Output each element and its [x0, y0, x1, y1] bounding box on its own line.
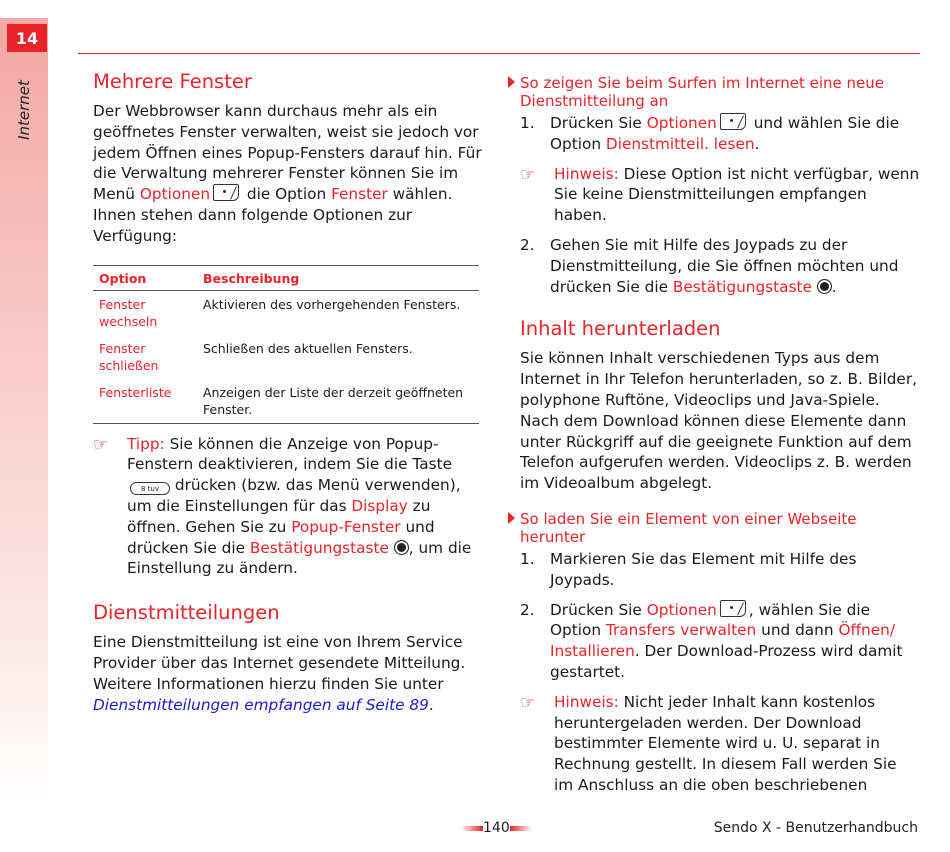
- table-row: [93, 379, 479, 424]
- step-item: 2. Drücken Sie Optionen , wählen Sie die Option Transfers verwalten und dann Öffnen/ Installieren. Der Download-Prozess wird damit gestartet.: [520, 600, 903, 681]
- table-header: Option: [93, 265, 197, 290]
- pointing-hand-icon: ☞: [520, 164, 536, 185]
- right-column: [520, 74, 920, 796]
- cross-reference-link[interactable]: Dienstmitteilungen empfangen auf Seite 89: [93, 695, 429, 714]
- confirm-key-icon: [394, 540, 409, 555]
- tip-note: ☞ Tipp: Sie können die Anzeige von Popup-Fenstern deaktivieren, indem Sie die Taste 8 tuv drücken (bzw. das Menü verwenden), um die Einstellungen für das Display zu öffnen. Gehen Sie zu Popup-Fenster und drücken Sie die Bestätigungstaste , um die Einstellung zu ändern.: [93, 434, 472, 578]
- procedure-title: So zeigen Sie beim Surfen im Internet eine neue Dienstmitteilung an: [520, 74, 920, 110]
- table-row: [93, 290, 479, 335]
- pointing-hand-icon: ☞: [93, 434, 109, 455]
- procedure-title: So laden Sie ein Element von einer Webseite herunter: [520, 510, 920, 546]
- table-cell-option: Fenster wechseln: [99, 296, 158, 329]
- left-softkey-icon: [720, 600, 746, 617]
- table-cell-description: Aktivieren des vorhergehenden Fensters.: [203, 296, 461, 312]
- step-item: 2. Gehen Sie mit Hilfe des Joypads zu der Dienstmitteilung, die Sie öffnen möchten und drücken Sie die Bestätigungstaste .: [520, 235, 899, 296]
- step-item: 1. Markieren Sie das Element mit Hilfe des Joypads.: [520, 549, 857, 589]
- pointing-hand-icon: ☞: [520, 692, 536, 713]
- chapter-number-badge: 14: [7, 24, 47, 52]
- left-column: [93, 70, 485, 715]
- hint-note: ☞ Hinweis: Nicht jeder Inhalt kann kostenlos heruntergeladen werden. Der Download bestimmter Elemente wird u. U. separat in Rechnung gestellt. In diesem Fall werden Sie im Anschluss an die oben beschriebenen: [520, 692, 897, 794]
- table-header: Beschreibung: [197, 265, 479, 290]
- table-cell-description: Anzeigen der Liste der derzeit geöffneten Fenster.: [197, 379, 479, 424]
- header-rule: [78, 53, 920, 54]
- heading-inhalt-herunterladen: Inhalt herunterladen: [520, 317, 721, 341]
- key-8-icon: 8 tuv: [130, 482, 170, 495]
- footer-page-number: 140: [461, 820, 532, 836]
- section-label: Internet: [15, 80, 33, 140]
- intro-paragraph: Der Webbrowser kann durchaus mehr als ein geöffnetes Fenster verwalten, weist sie jedoch vor jedem Öffnen eines Popup-Fensters darauf hin. Für die Verwaltung mehrerer Fenster können Sie im Menü Optionen die Option Fenster wählen. Ihnen stehen dann folgende Optionen zur Verfügung:: [93, 102, 482, 245]
- table-cell-description: Schließen des aktuellen Fensters.: [203, 340, 413, 356]
- table-row: [93, 335, 479, 379]
- step-item: 1. Drücken Sie Optionen und wählen Sie die Option Dienstmitteil. lesen.: [520, 114, 900, 153]
- download-paragraph: Sie können Inhalt verschiedenen Typs aus dem Internet in Ihr Telefon herunterladen, so z. B. Bilder, polyphone Ruftöne, Videoclips und Java-Spiele. Nach dem Download können diese Elemente dann unter Rückgriff auf die geeignete Funktion auf dem Telefon aufgerufen werden. Videoclips z. B. werden im Videoalbum abgelegt.: [520, 349, 917, 493]
- dienst-paragraph: Eine Dienstmitteilung ist eine von Ihrem Service Provider über das Internet gesendete Mitteilung. Weitere Informationen hierzu finden Sie unter Dienstmitteilungen empfangen auf Seite 89.: [93, 633, 466, 714]
- table-cell-option: Fenster schließen: [99, 340, 159, 373]
- confirm-key-icon: [817, 279, 832, 294]
- triangle-bullet-icon: [508, 512, 515, 524]
- options-table: [93, 265, 479, 424]
- left-softkey-icon: [720, 113, 746, 130]
- heading-mehrere-fenster: Mehrere Fenster: [93, 70, 252, 93]
- left-softkey-icon: [213, 184, 239, 201]
- heading-dienstmitteilungen: Dienstmitteilungen: [93, 601, 280, 625]
- footer-title: Sendo X - Benutzerhandbuch: [713, 820, 918, 836]
- hint-note: ☞ Hinweis: Diese Option ist nicht verfügbar, wenn Sie keine Dienstmitteilungen empfangen haben.: [520, 164, 920, 225]
- table-cell-option: Fensterliste: [93, 379, 197, 424]
- triangle-bullet-icon: [508, 76, 515, 88]
